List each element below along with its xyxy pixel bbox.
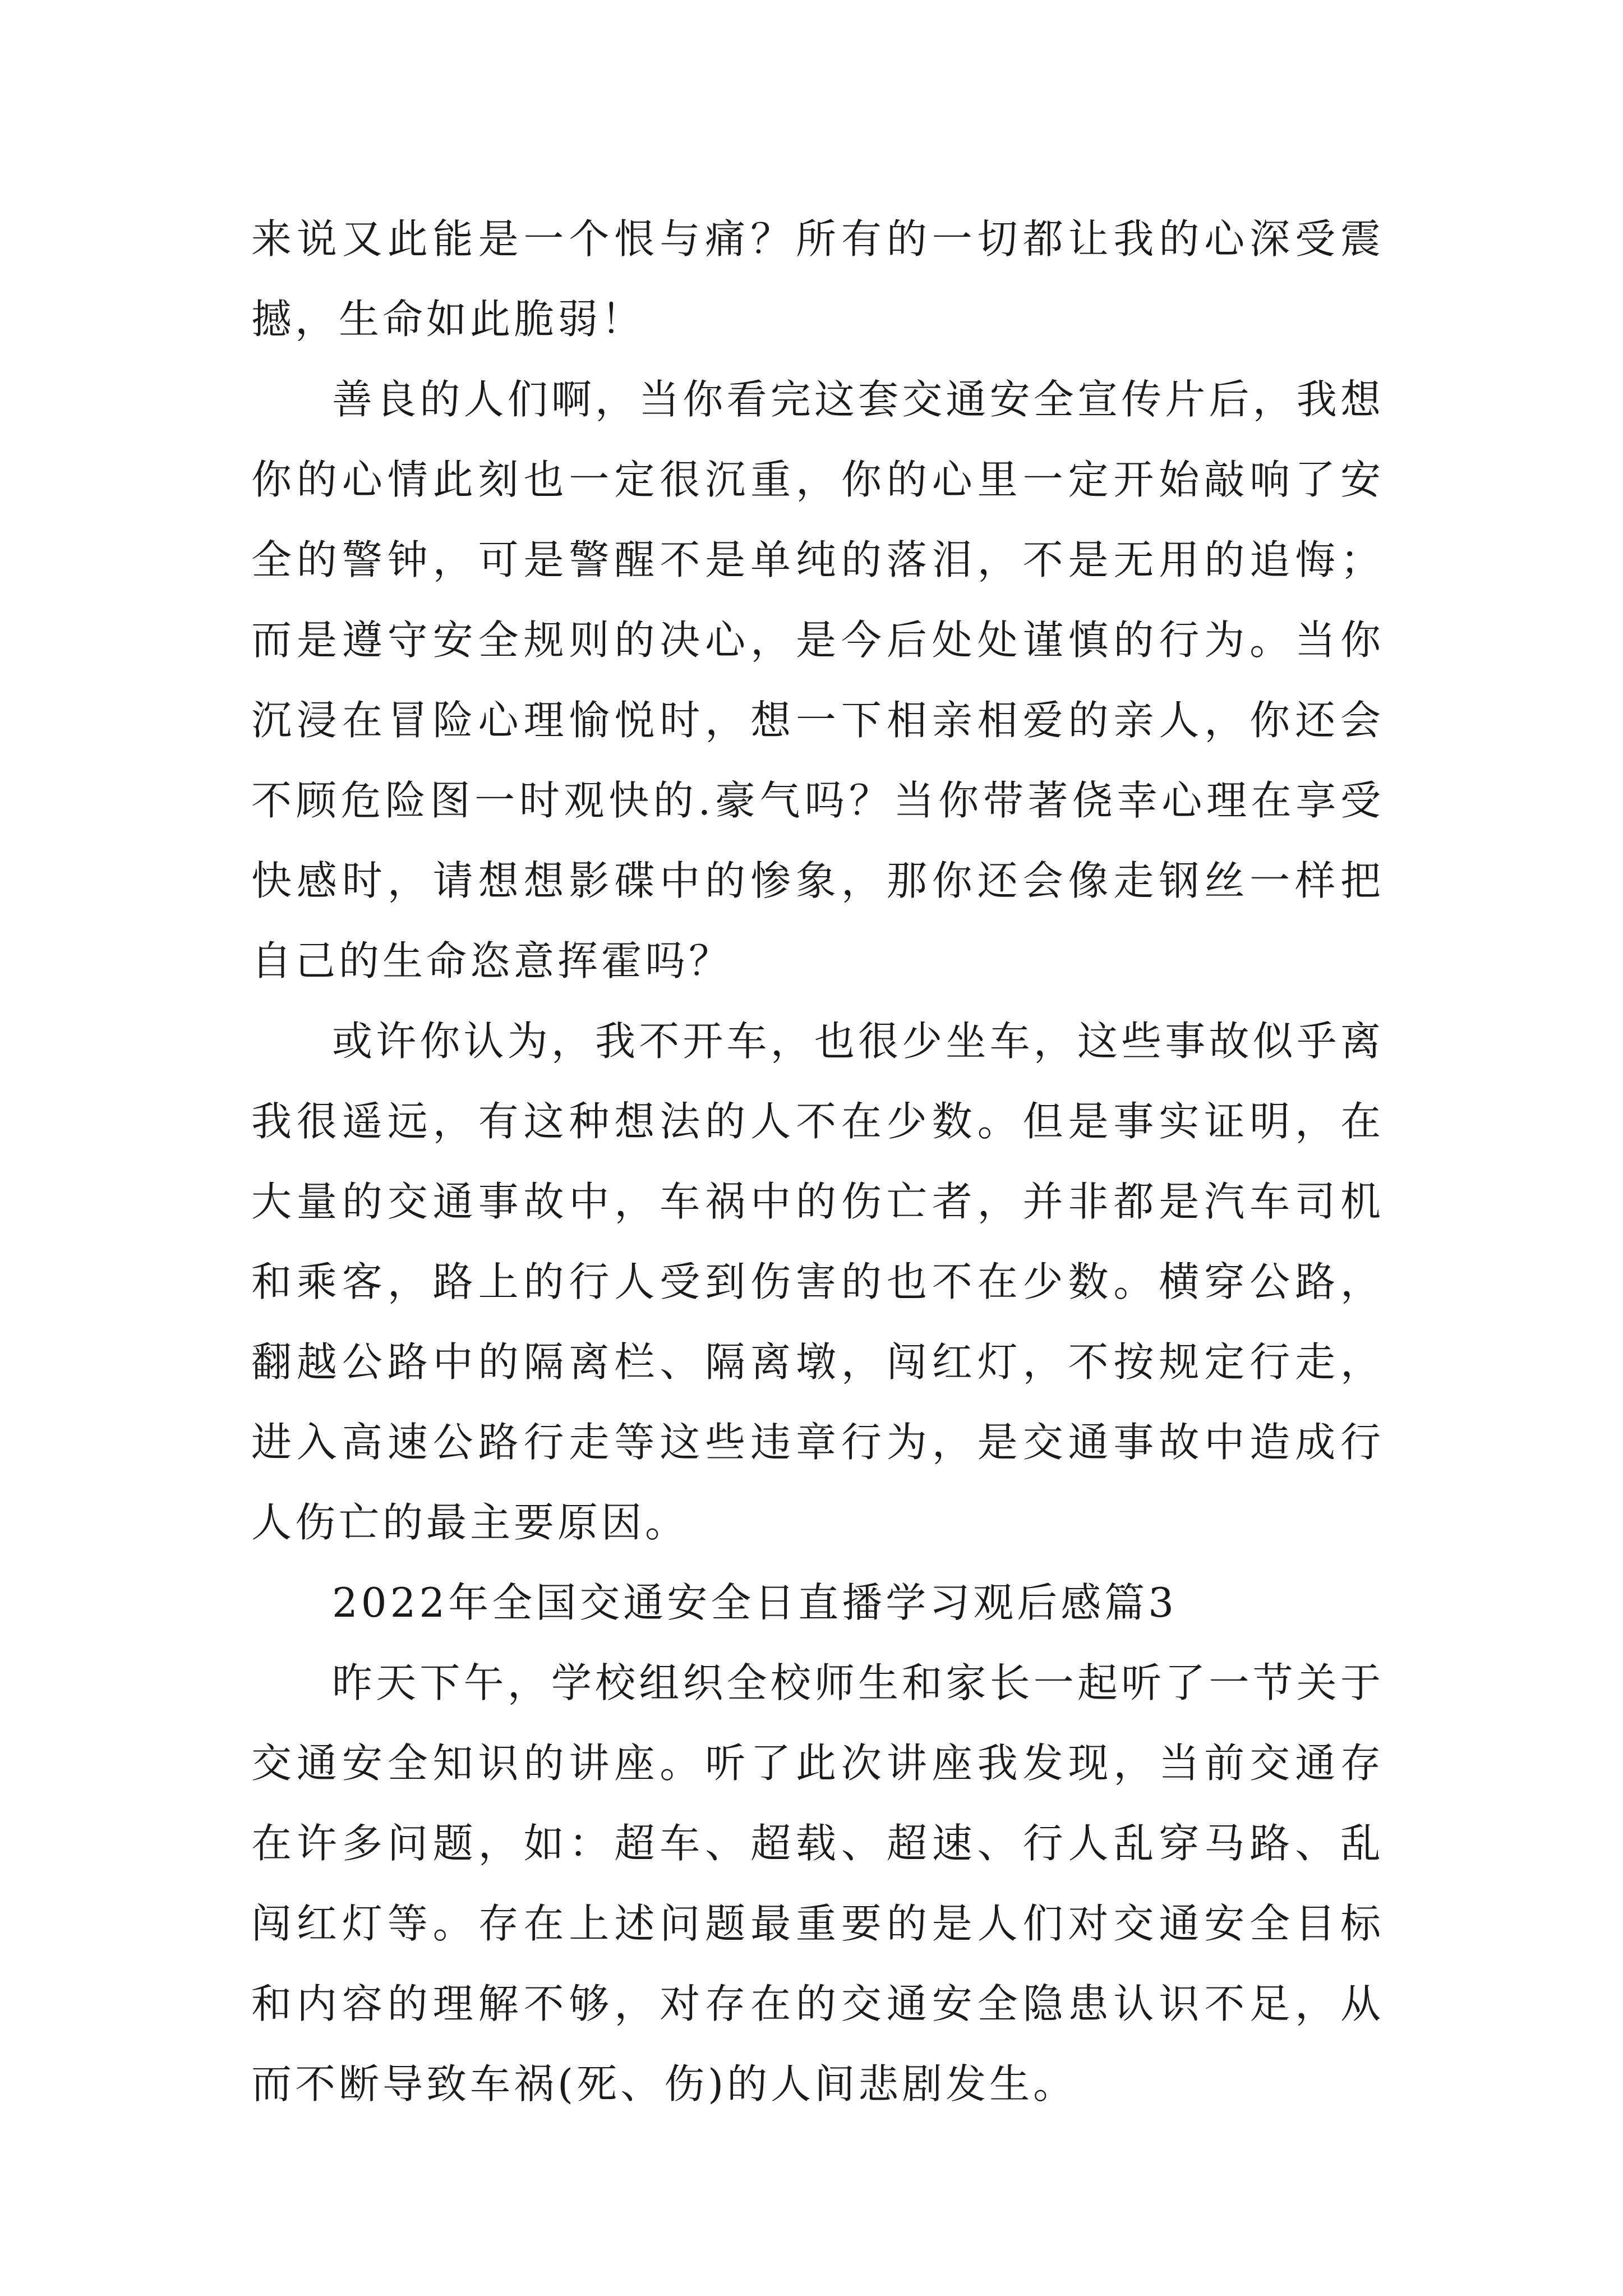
paragraph-lecture: 昨天下午，学校组织全校师生和家长一起听了一节关于交通安全知识的讲座。听了此次讲座我发现，当前交通存在许多问题，如：超车、超载、超速、行人乱穿马路、乱闯红灯等。存在上述问题最重要的是人们对交通安全目标和内容的理解不够，对存在的交通安全隐患认识不足，从而不断导致车祸(死、伤)的人间悲剧发生。 [251, 1659, 1384, 2108]
paragraph-pedestrian-risk: 或许你认为，我不开车，也很少坐车，这些事故似乎离我很遥远，有这种想法的人不在少数。但是事实证明，在大量的交通事故中，车祸中的伤亡者，并非都是汽车司机和乘客，路上的行人受到伤害的也不在少数。横穿公路，翻越公路中的隔离栏、隔离墩，闯红灯，不按规定行走，进入高速公路行走等这些违章行为，是交通事故中造成行人伤亡的最主要原因。 [251, 1018, 1384, 1546]
paragraph-continuation: 来说又此能是一个恨与痛？所有的一切都让我的心深受震撼，生命如此脆弱！ [251, 215, 1384, 343]
paragraph-safety-film: 善良的人们啊，当你看完这套交通安全宣传片后，我想你的心情此刻也一定很沉重，你的心里一定开始敲响了安全的警钟，可是警醒不是单纯的落泪，不是无用的追悔；而是遵守安全规则的决心，是今后处处谨慎的行为。当你沉浸在冒险心理愉悦时，想一下相亲相爱的亲人，你还会不顾危险图一时观快的.豪气吗？当你带著侥幸心理在享受快感时，请想想影碟中的惨象，那你还会像走钢丝一样把自己的生命恣意挥霍吗？ [251, 376, 1384, 984]
section-heading: 2022年全国交通安全日直播学习观后感篇3 [332, 1579, 1178, 1626]
document-body [251, 199, 1384, 2124]
